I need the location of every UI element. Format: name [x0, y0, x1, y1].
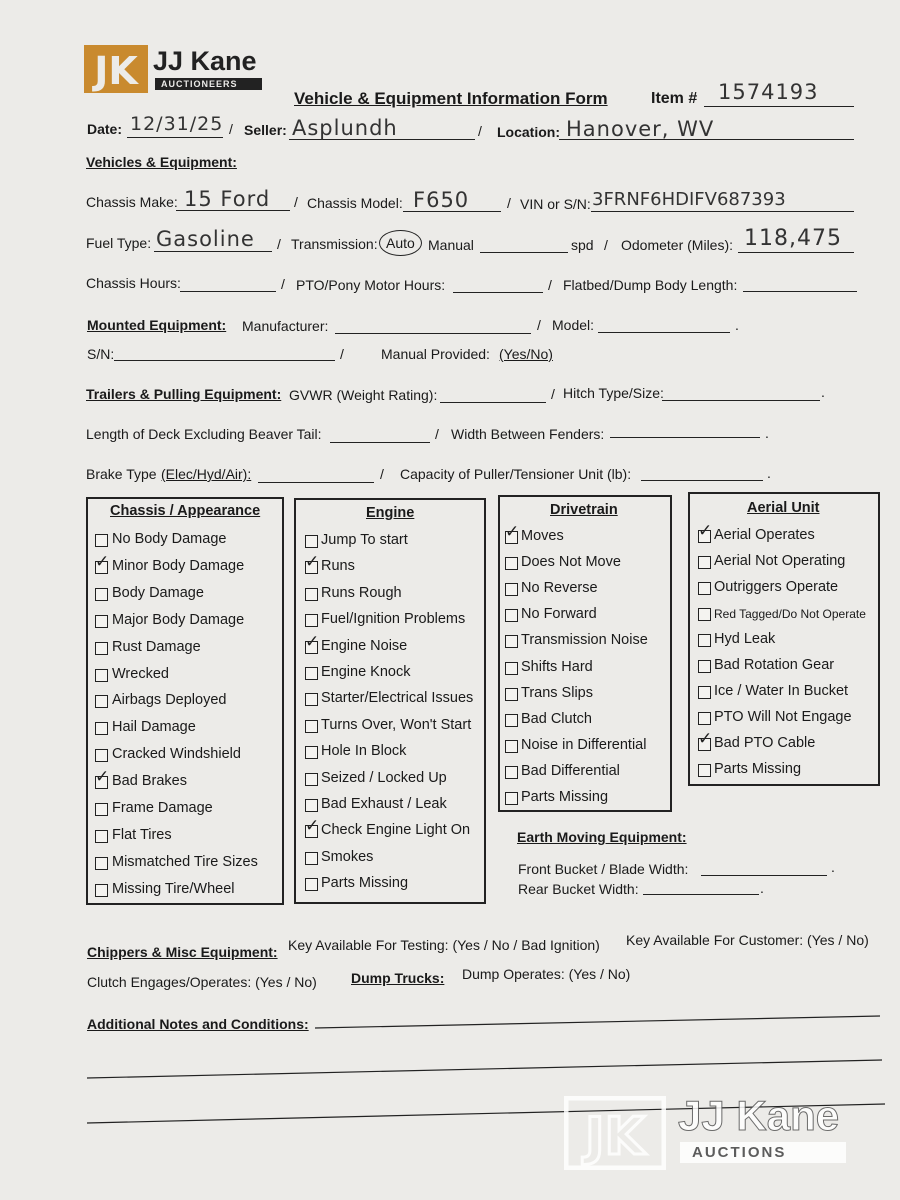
engine-item-label: Parts Missing [321, 875, 409, 892]
drivetrain-item-label: Transmission Noise [521, 632, 648, 649]
engine-item-label: Engine Knock [321, 664, 411, 680]
engine-item-label: Check Engine Light On [321, 822, 471, 839]
model-label: Model: [552, 317, 595, 333]
aerial-item-label: Outriggers Operate [714, 579, 839, 595]
pto-hours-sep: / [548, 277, 552, 293]
key-customer: Key Available For Customer: (Yes / No) [626, 932, 869, 948]
chassis-item-label: Minor Body Damage [112, 557, 245, 574]
drivetrain-box-title: Drivetrain [550, 502, 618, 518]
aerial-item-label: Bad Rotation Gear [714, 657, 835, 673]
seller-sep: / [478, 123, 482, 139]
chassis-item-label: Major Body Damage [112, 611, 245, 628]
location-value[interactable]: Hanover, WV [566, 117, 715, 141]
check-mark-icon: ✓ [95, 767, 110, 788]
aerial-item-label: Ice / Water In Bucket [714, 683, 849, 699]
front-bucket-label: Front Bucket / Blade Width: [518, 861, 689, 877]
logo-tagline: AUCTIONEERS [155, 78, 262, 90]
check-mark-icon: ✓ [505, 522, 520, 542]
odometer-value[interactable]: 118,475 [744, 226, 842, 251]
chassis-item-label: Bad Brakes [112, 773, 187, 790]
gvwr-sep: / [551, 386, 555, 402]
front-bucket-end: . [831, 859, 835, 875]
engine-item-label: Engine Noise [321, 637, 408, 654]
chassis-item-label: Cracked Windshield [112, 746, 241, 763]
check-mark-icon: ✓ [95, 551, 110, 572]
manufacturer-label: Manufacturer: [242, 318, 329, 334]
brake-options: (Elec/Hyd/Air): [161, 466, 252, 482]
engine-item-label: Runs Rough [321, 584, 402, 601]
chassis-item-label: Wrecked [112, 665, 169, 682]
chassis-model-sep: / [507, 195, 511, 211]
aerial-item-label: Aerial Operates [714, 527, 815, 543]
watermark-mark-text: JK [585, 1107, 645, 1167]
width-end: . [765, 425, 769, 441]
vehicles-heading: Vehicles & Equipment: [86, 154, 237, 170]
manufacturer-sep: / [537, 317, 541, 333]
check-mark-icon: ✓ [698, 729, 713, 749]
rear-bucket-label: Rear Bucket Width: [518, 881, 639, 897]
mounted-heading: Mounted Equipment: [87, 317, 227, 333]
sn-label: S/N: [87, 346, 115, 362]
fuel-type-value[interactable]: Gasoline [156, 227, 255, 251]
transmission-label: Transmission: [291, 236, 378, 252]
fuel-sep: / [277, 236, 281, 252]
model-end: . [735, 317, 739, 333]
spd-sep: / [604, 237, 608, 253]
aerial-item-label: Red Tagged/Do Not Operate [714, 607, 866, 621]
manual-options[interactable]: (Yes/No) [499, 346, 553, 362]
aerial-item-label: Hyd Leak [714, 631, 776, 647]
form-title: Vehicle & Equipment Information Form [294, 89, 608, 108]
engine-item-label: Jump To start [321, 532, 408, 548]
chassis-make-sep: / [294, 194, 298, 210]
vin-label: VIN or S/N: [520, 196, 591, 212]
drivetrain-item-label: Parts Missing [521, 789, 609, 805]
deck-label: Length of Deck Excluding Beaver Tail: [86, 426, 322, 442]
watermark-name: JJ Kane [678, 1092, 840, 1139]
watermark-mark [564, 1096, 666, 1170]
seller-label: Seller: [244, 122, 287, 138]
flatbed-label: Flatbed/Dump Body Length: [563, 277, 738, 293]
drivetrain-item-label: Moves [521, 528, 564, 544]
chassis-box-title: Chassis / Appearance [110, 503, 261, 519]
engine-box-title: Engine [366, 505, 415, 521]
chassis-item-label: Mismatched Tire Sizes [112, 853, 258, 870]
hitch-end: . [821, 384, 825, 400]
rear-bucket-end: . [760, 880, 764, 896]
capacity-end: . [767, 465, 771, 481]
notes-heading: Additional Notes and Conditions: [87, 1016, 309, 1032]
engine-item-label: Turns Over, Won't Start [321, 716, 472, 733]
gvwr-label: GVWR (Weight Rating): [289, 387, 438, 403]
clutch-engages: Clutch Engages/Operates: (Yes / No) [87, 974, 317, 990]
key-testing: Key Available For Testing: (Yes / No / Bad Ignition) [288, 937, 600, 953]
chassis-model-label: Chassis Model: [307, 195, 403, 211]
item-label: Item # [651, 90, 698, 107]
earth-heading: Earth Moving Equipment: [517, 829, 687, 845]
drivetrain-item-label: Shifts Hard [521, 658, 593, 675]
chassis-item-label: Missing Tire/Wheel [112, 880, 235, 897]
date-value[interactable]: 12/31/25 [130, 113, 224, 135]
deck-sep: / [435, 426, 439, 442]
engine-item-label: Hole In Block [321, 743, 407, 760]
spd-label: spd [571, 237, 594, 253]
aerial-item-label: Aerial Not Operating [714, 553, 846, 569]
date-label: Date: [87, 121, 123, 137]
dump-heading: Dump Trucks: [351, 970, 445, 986]
engine-item-label: Smokes [321, 848, 374, 865]
vin-value[interactable]: 3FRNF6HDIFV687393 [592, 189, 786, 210]
fuel-type-label: Fuel Type: [86, 235, 152, 251]
chassis-make-value[interactable]: 15 Ford [184, 187, 271, 211]
capacity-label: Capacity of Puller/Tensioner Unit (lb): [400, 466, 632, 482]
aerial-item-label: PTO Will Not Engage [714, 709, 852, 725]
chassis-hours-label: Chassis Hours: [86, 275, 181, 291]
drivetrain-item-label: No Forward [521, 606, 597, 623]
transmission-manual: Manual [428, 237, 474, 253]
chassis-item-label: Flat Tires [112, 826, 172, 843]
engine-item-label: Starter/Electrical Issues [321, 690, 474, 707]
watermark-tagline: AUCTIONS [680, 1142, 846, 1163]
chassis-make-label: Chassis Make: [86, 194, 178, 210]
drivetrain-item-label: No Reverse [521, 580, 598, 597]
drivetrain-item-label: Noise in Differential [521, 736, 647, 753]
chassis-hours-sep: / [281, 276, 285, 292]
check-mark-icon: ✓ [305, 816, 320, 837]
logo-name: JJ Kane [153, 46, 257, 76]
engine-item-label: Bad Exhaust / Leak [321, 796, 447, 812]
brake-sep: / [380, 466, 384, 482]
pto-hours-label: PTO/Pony Motor Hours: [296, 277, 446, 293]
drivetrain-item-label: Bad Clutch [521, 710, 592, 727]
aerial-item-label: Parts Missing [714, 761, 802, 777]
engine-item-label: Fuel/Ignition Problems [321, 611, 466, 628]
chassis-item-label: Rust Damage [112, 638, 201, 655]
drivetrain-item-label: Does Not Move [521, 554, 621, 571]
trailers-heading: Trailers & Pulling Equipment: [86, 386, 282, 402]
chassis-item-label: No Body Damage [112, 531, 227, 547]
check-mark-icon: ✓ [305, 552, 320, 573]
aerial-box-title: Aerial Unit [747, 500, 820, 516]
chassis-item-label: Airbags Deployed [112, 692, 227, 709]
location-label: Location: [497, 124, 560, 140]
chassis-model-value[interactable]: F650 [413, 188, 470, 212]
hitch-label: Hitch Type/Size: [563, 385, 664, 401]
drivetrain-item-label: Bad Differential [521, 762, 620, 779]
chassis-item-label: Hail Damage [112, 719, 196, 736]
check-mark-icon: ✓ [305, 631, 320, 652]
brake-label: Brake Type [86, 466, 157, 482]
item-value[interactable]: 1574193 [718, 80, 819, 104]
drivetrain-item-label: Trans Slips [521, 684, 593, 701]
chassis-item-label: Frame Damage [112, 800, 213, 816]
date-sep: / [229, 121, 233, 137]
width-label: Width Between Fenders: [451, 426, 605, 442]
chippers-heading: Chippers & Misc Equipment: [87, 944, 278, 960]
manual-label: Manual Provided: [381, 346, 490, 362]
sn-sep: / [340, 346, 344, 362]
chassis-item-label: Body Damage [112, 584, 204, 601]
seller-value[interactable]: Asplundh [292, 116, 398, 140]
odometer-label: Odometer (Miles): [621, 237, 734, 253]
engine-item-label: Seized / Locked Up [321, 769, 447, 786]
logo-mark-text: JK [94, 49, 138, 93]
engine-item-label: Runs [321, 558, 355, 575]
dump-operates: Dump Operates: (Yes / No) [462, 966, 631, 982]
transmission-auto[interactable]: Auto [379, 230, 422, 256]
check-mark-icon: ✓ [698, 521, 713, 541]
watermark-logo [560, 1090, 880, 1174]
aerial-item-label: Bad PTO Cable [714, 735, 816, 751]
